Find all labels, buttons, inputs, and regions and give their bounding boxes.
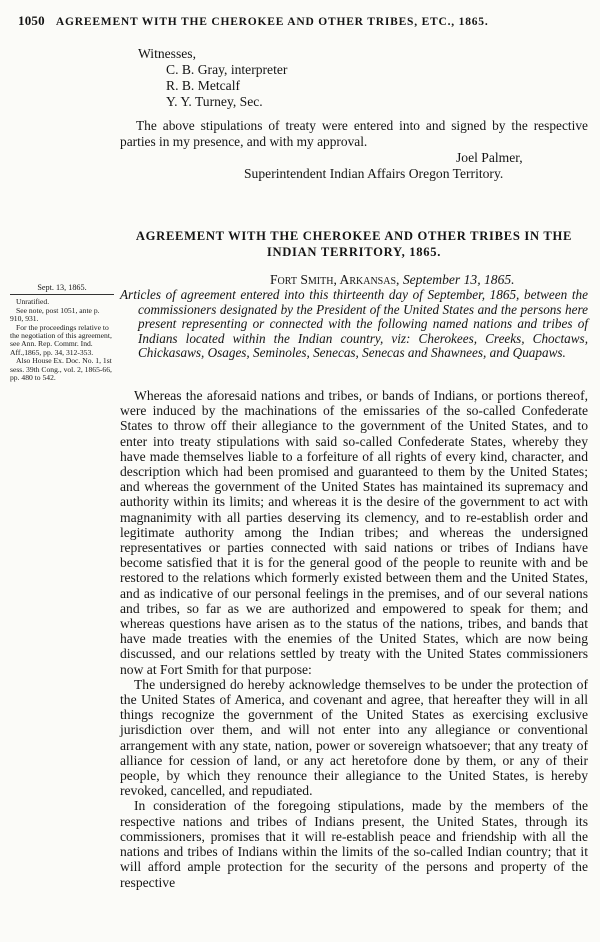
witnesses-block [138,46,287,110]
witness-name: Y. Y. Turney, Sec. [166,94,263,109]
signatory-title: Superintendent Indian Affairs Oregon Territory. [244,166,504,181]
margin-notes [10,284,114,382]
witness-name: R. B. Metcalf [166,78,240,93]
signatory-name: Joel Palmer, [456,150,523,165]
dateline-date: September 13, 1865. [402,272,515,287]
margin-rule [10,294,114,295]
running-title: AGREEMENT WITH THE CHEROKEE AND OTHER TRIBES, ETC., 1865. [55,16,489,28]
margin-note: For the proceedings relative to the negotiation of this agreement, see Ann. Rep. Commr. Ind. Aff.,1865, pp. 34, 312-353. [10,322,112,357]
stipulation-note: The above stipulations of treaty were entered into and signed by the respective parties in my presence, and with my approval. [120,118,588,149]
agreement-body [120,388,588,890]
witnesses-heading: Witnesses, [138,46,196,61]
margin-date: Sept. 13, 1865. [37,283,87,292]
agreement-title: AGREEMENT WITH THE CHEROKEE AND OTHER TRIBES IN THE INDIAN TERRITORY, 1865. [135,229,573,259]
margin-note: Unratified. [16,297,50,307]
witness-name: C. B. Gray, interpreter [166,62,288,77]
page-number: 1050 [18,13,45,28]
body-paragraph: In consideration of the foregoing stipulations, made by the members of the respective nations and tribes of Indians present, the United States, through its commissioners, promises that it will re-establish peace and friendship with all the nations and tribes of Indians within the limits of the so-called Indian country; that it will afford ample protection for the security of the persons and property of the respective [120,798,588,890]
body-paragraph: The undersigned do hereby acknowledge themselves to be under the protection of the United States of America, and covenant and agree, that hereafter they will in all things recognize the government of the United States as exercising exclusive jurisdiction over them, and will not enter into any allegiance or conventional arrangement with any state, nation, power or sovereign whatsoever; that any treaty of alliance for cession of land, or any act heretofore done by them, or any of their people, by which they renounce their allegiance to the United States, is hereby revoked, cancelled, and repudiated. [120,676,588,799]
dateline-place: Fort Smith, Arkansas, [270,272,400,287]
margin-note: See note, post 1051, ante p. 910, 931. [10,305,100,324]
articles-preamble-text: Articles of agreement entered into this thirteenth day of September, 1865, between the commissioners designated by the President of the United States and the persons here present representing or connected with the following named nations and tribes of Indians located within the Indian country, viz: Cherokees, Creeks, Choctaws, Chickasaws, Osages, Seminoles, Senecas, Senecas and Shawnees, and Quapaws. [120,287,588,360]
articles-preamble [120,288,588,361]
margin-note: Also House Ex. Doc. No. 1, 1st sess. 39th Cong., vol. 2, 1865-66, pp. 480 to 542. [10,356,112,383]
dateline [270,272,515,288]
running-header [18,13,580,29]
body-paragraph: Whereas the aforesaid nations and tribes, or bands of Indians, or portions thereof, were induced by the machinations of the emissaries of the so-called Confederate States to throw off their allegiance to the government of the United States, and to enter into treaty stipulations with said so-called Confederate States, whereby they have made themselves liable to a forfeiture of all rights of every kind, character, and description which had been promised and guaranteed to them by the United States; and whereas the government of the United States has maintained its supremacy and authority within its limits; and whereas it is the desire of the government to act with magnanimity with all parties deserving its clemency, and to re-establish order and legitimate authority among the Indian tribes; and whereas the undersigned representatives or parties connected with said nations or tribes of Indians have become satisfied that it is for the general good of the people to reunite with and be restored to the relations which formerly existed between them and the United States, and as indicative of our personal feelings in the premises, and of our several nations and tribes, so far as we are authorized and empowered to speak for them; and whereas questions have arisen as to the status of the nations, tribes, and bands that have made treaties with the enemies of the United States, which are now being discussed, and our relations settled by treaty with the United States commissioners now at Fort Smith for that purpose: [120,388,588,677]
